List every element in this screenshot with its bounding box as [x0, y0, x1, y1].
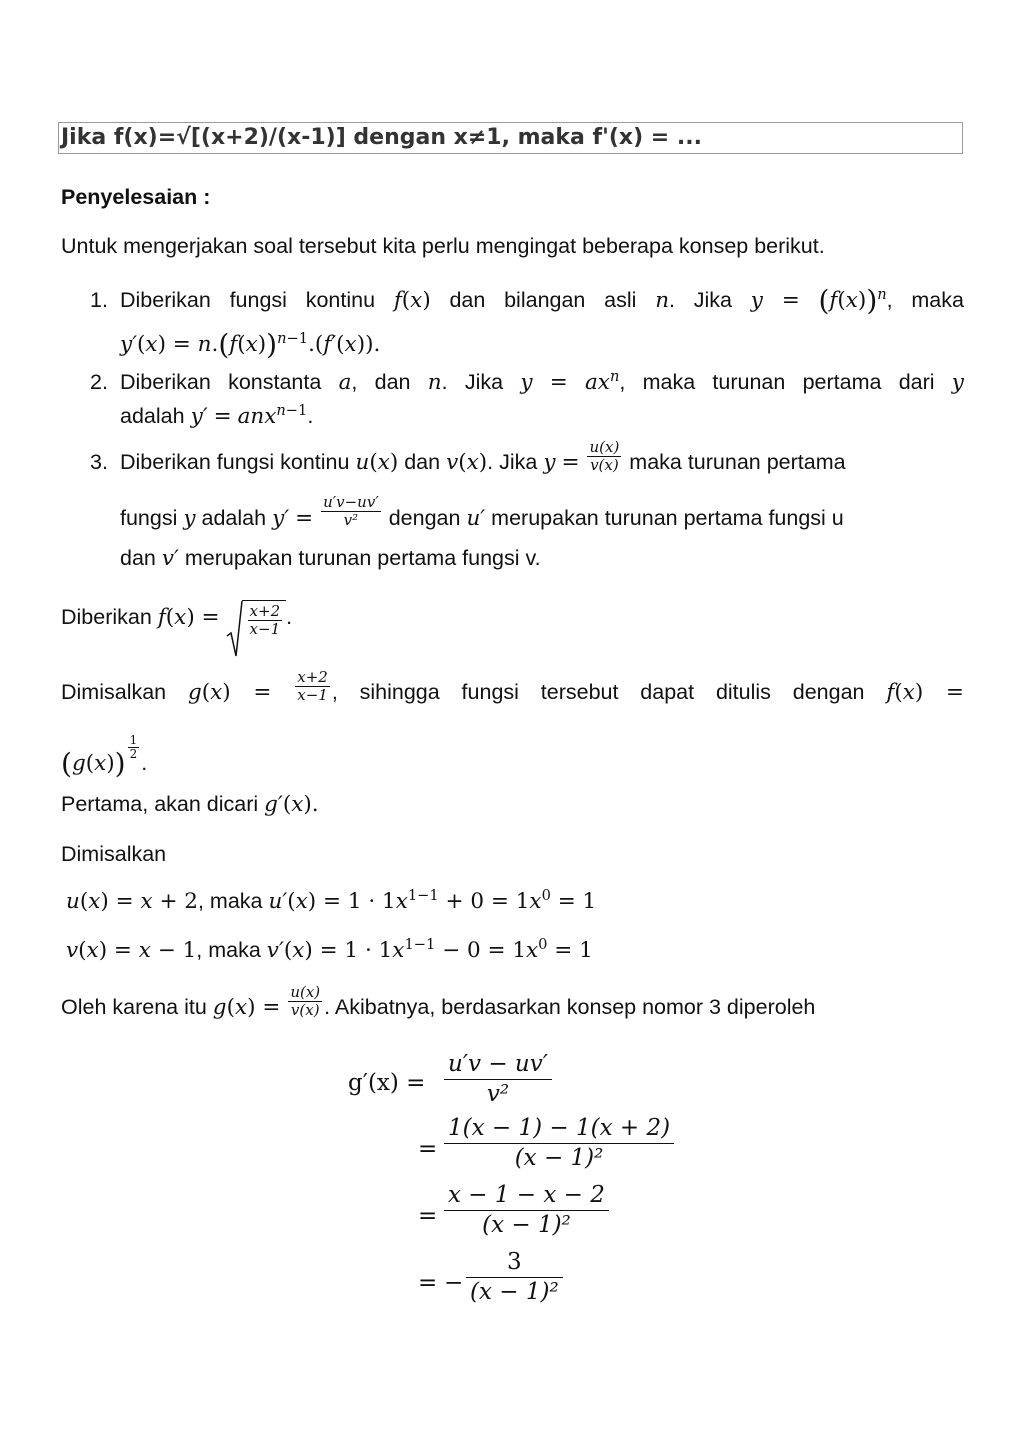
therefore-line: Oleh karena itu g(x) = $\frac{u(x)}{v(x)}$ . Akibatnya, berdasarkan konsep nomor 3 diperoleh: [61, 983, 816, 1020]
subst-text: , sihingga fungsi tersebut dapat ditulis dengan: [331, 680, 865, 704]
therefore-text: . Akibatnya, berdasarkan konsep nomor 3 diperoleh: [324, 995, 816, 1019]
first-step-text: Pertama, akan dicari: [61, 792, 259, 816]
concept-formula: $y'(x) = n.(f(x))^{n-1}.(f'(x))$.: [120, 328, 381, 361]
dimisalkan-label: Dimisalkan: [61, 842, 167, 866]
equals-sign: =: [418, 1203, 438, 1229]
concept-text: adalah: [201, 506, 267, 530]
u-definition-line: u(x) = x + 2, maka $u'(x) = 1 \cdot 1x^{1-1} + 0 = 1x^0 = 1$: [66, 886, 597, 914]
derivation-lhs: g′(x) =: [348, 1070, 426, 1096]
first-step-line: Pertama, akan dicari g′(x).: [61, 792, 319, 817]
concept-text: dan: [404, 450, 441, 474]
concept-text: merupakan turunan pertama fungsi u: [491, 506, 844, 530]
step-denominator: (x − 1)²: [444, 1143, 674, 1173]
concept-line: dan v′ merupakan turunan pertama fungsi v.: [120, 546, 541, 571]
substitution-line: Dimisalkan g(x) = $\frac{x+2}{x-1}$ , sihingga fungsi tersebut dapat ditulis dengan f(x) =: [61, 668, 964, 705]
concept-line: Diberikan konstanta a, dan n. Jika $y = ax^n$, maka turunan pertama dari y: [120, 367, 964, 395]
concept-text: Diberikan fungsi kontinu: [120, 288, 376, 312]
u-line-text: , maka: [197, 889, 263, 913]
step-denominator: v²: [444, 1079, 552, 1109]
derivation-step-1: [444, 1050, 552, 1109]
solution-heading: Penyelesaian :: [61, 185, 211, 209]
step-numerator: 3: [507, 1249, 522, 1275]
equals-sign: =: [418, 1136, 438, 1162]
equals-sign: =: [418, 1270, 438, 1296]
concept-text: . Jika: [441, 370, 504, 394]
concept-text: adalah: [120, 404, 185, 428]
concept-text: Diberikan fungsi kontinu: [120, 450, 350, 474]
concept-number: 3.: [90, 450, 108, 474]
concept-text: . Jika: [487, 450, 538, 474]
concept-text: fungsi: [120, 506, 178, 530]
derivation-step-3: [444, 1181, 609, 1240]
concept-text: , maka: [886, 288, 964, 312]
step-numerator: 1(x − 1) − 1(x + 2): [448, 1115, 671, 1141]
concept-number: 2.: [90, 370, 108, 394]
derivation-step-4: [466, 1248, 563, 1307]
concept-line: Diberikan fungsi kontinu f(x) dan bilangan asli n. Jika $y = (f(x))^n$, maka: [120, 284, 964, 317]
concept-text: dengan: [388, 506, 461, 530]
concept-text: merupakan turunan pertama fungsi v.: [184, 546, 541, 570]
concept-text: , maka turunan pertama dari: [619, 370, 935, 394]
substitution-formula: (g(x)) $\frac{1}{2}$ .: [61, 733, 148, 781]
therefore-text: Oleh karena itu: [61, 995, 207, 1019]
concept-line: Diberikan fungsi kontinu u(x) dan v(x). Jika y = $\frac{u(x)}{v(x)}$ maka turunan pertama: [120, 438, 846, 475]
concept-line: adalah y′ = anx$^{n-1}$.: [120, 401, 314, 429]
subst-text: Dimisalkan: [61, 680, 167, 704]
derivation-step-2: [444, 1114, 674, 1173]
concept-text: maka turunan pertama: [629, 450, 846, 474]
given-line: Diberikan f(x) = $\frac{x+2}{x-1}$ .: [61, 600, 292, 637]
step-numerator: x − 1 − x − 2: [448, 1182, 605, 1208]
concept-text: Diberikan konstanta: [120, 370, 322, 394]
step-denominator: (x − 1)²: [466, 1277, 563, 1307]
step-denominator: (x − 1)²: [444, 1210, 609, 1240]
concept-number: 1.: [90, 288, 108, 312]
concept-text: dan: [120, 546, 156, 570]
v-definition-line: v(x) = x − 1, maka $v'(x) = 1 \cdot 1x^{1-1} - 0 = 1x^0 = 1$: [66, 935, 593, 963]
question-box: [58, 122, 963, 154]
intro-paragraph: Untuk mengerjakan soal tersebut kita perlu mengingat beberapa konsep berikut.: [61, 234, 825, 258]
sqrt-expression: $\frac{x+2}{x-1}$: [226, 600, 287, 637]
minus-sign: −: [444, 1270, 464, 1296]
step-numerator: u′v − uv′: [448, 1051, 548, 1077]
concept-line: fungsi y adalah y′ = $\frac{u'v-uv'}{\text{v²}}$ dengan u′ merupakan turunan pertama fungsi u: [120, 493, 844, 531]
given-text: Diberikan: [61, 605, 152, 630]
concept-text: , dan: [351, 370, 411, 394]
concept-text: dan bilangan asli: [449, 288, 637, 312]
concept-text: . Jika: [669, 288, 733, 312]
question-text: Jika f(x)=√[(x+2)/(x-1)] dengan x≠1, maka f'(x) = ...: [61, 125, 702, 150]
v-line-text: , maka: [196, 938, 261, 962]
